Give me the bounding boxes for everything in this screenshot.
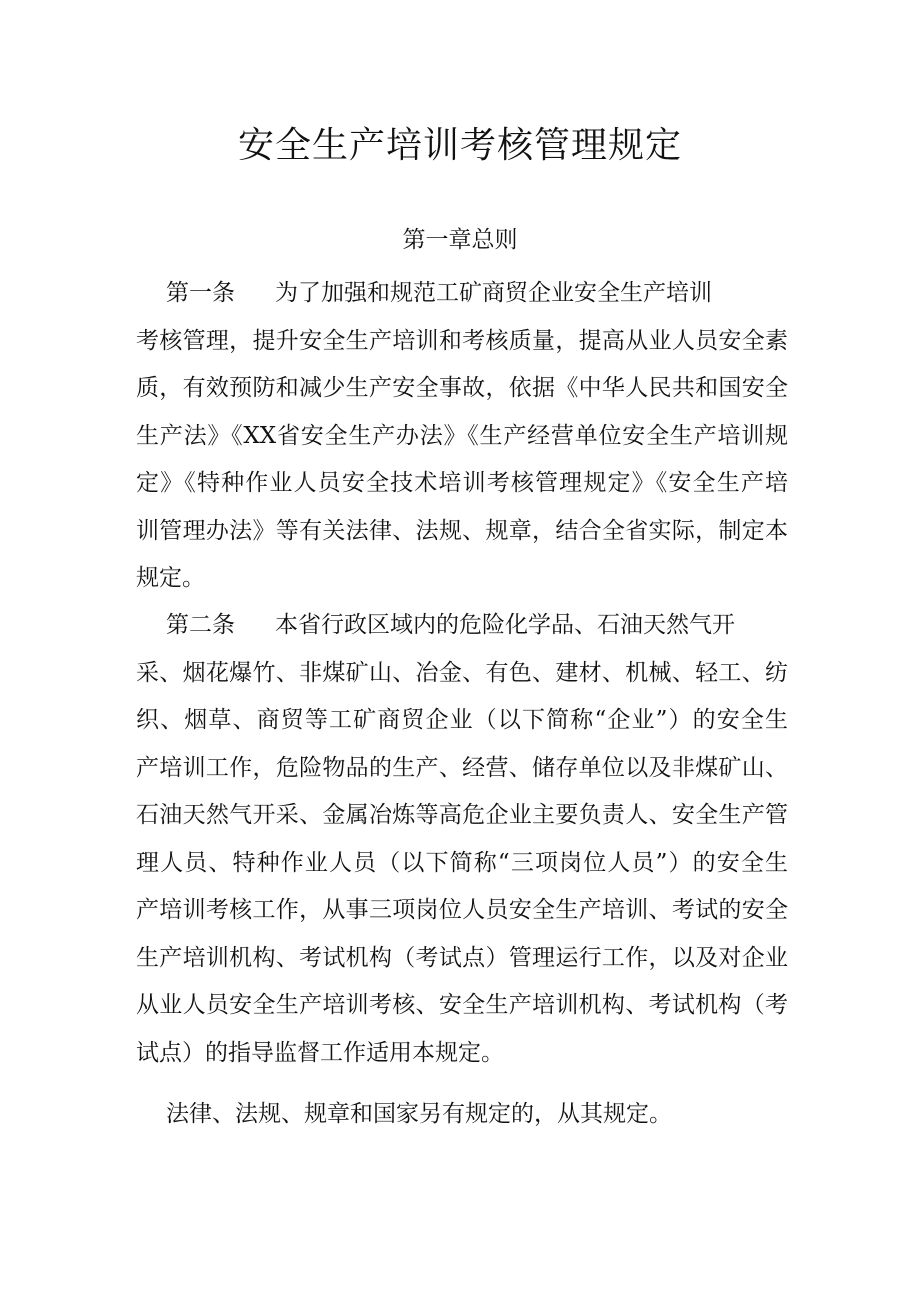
article-1-label: 第一条 [166,280,235,306]
article-2-line: 理人员、特种作业人员（以下简称“三项岗位人员”）的安全生 [136,849,788,876]
article-2-line: 从业人员安全生产培训考核、安全生产培训机构、考试机构（考 [136,992,788,1018]
article-2-line: 石油天然气开采、金属冶炼等高危企业主要负责人、安全生产管 [136,802,788,828]
article-1-line: 为了加强和规范工矿商贸企业安全生产培训 [275,280,712,306]
article-2-line: 产培训考核工作，从事三项岗位人员安全生产培训、考试的安全 [136,897,788,923]
article-2-line: 产培训工作，危险物品的生产、经营、储存单位以及非煤矿山、 [136,754,788,781]
article-1 [136,270,788,603]
article-1-line: 训管理办法》等有关法律、法规、规章，结合全省实际，制定本 [136,517,788,544]
article-1-line: 质，有效预防和减少生产安全事故，依据《中华人民共和国安全 [136,375,788,401]
article-2 [136,602,788,1077]
article-2-first-line [136,602,788,650]
article-1-first-line [136,270,788,318]
article-1-line: 考核管理，提升安全生产培训和考核质量，提高从业人员安全素 [136,327,788,354]
article-1-line: 规定。 [136,565,205,591]
article-2-line: 织、烟草、商贸等工矿商贸企业（以下简称“企业”）的安全生 [136,707,788,733]
chapter-heading: 第一章总则 [402,227,518,253]
article-2-label: 第二条 [166,612,235,638]
article-2-line: 本省行政区域内的危险化学品、石油天然气开 [275,612,735,638]
article-1-line: 生产法》《XX省安全生产办法》《生产经营单位安全生产培训规 [136,422,788,449]
article-2-line: 生产培训机构、考试机构（考试点）管理运行工作，以及对企业 [136,944,788,971]
article-2-line: 采、烟花爆竹、非煤矿山、冶金、有色、建材、机械、轻工、纺 [136,659,788,686]
closing-paragraph: 法律、法规、规章和国家另有规定的，从其规定。 [166,1101,672,1127]
article-1-line: 定》《特种作业人员安全技术培训考核管理规定》《安全生产培 [136,470,788,496]
article-2-line: 试点）的指导监督工作适用本规定。 [136,1039,504,1066]
document-title: 安全生产培训考核管理规定 [237,125,682,166]
